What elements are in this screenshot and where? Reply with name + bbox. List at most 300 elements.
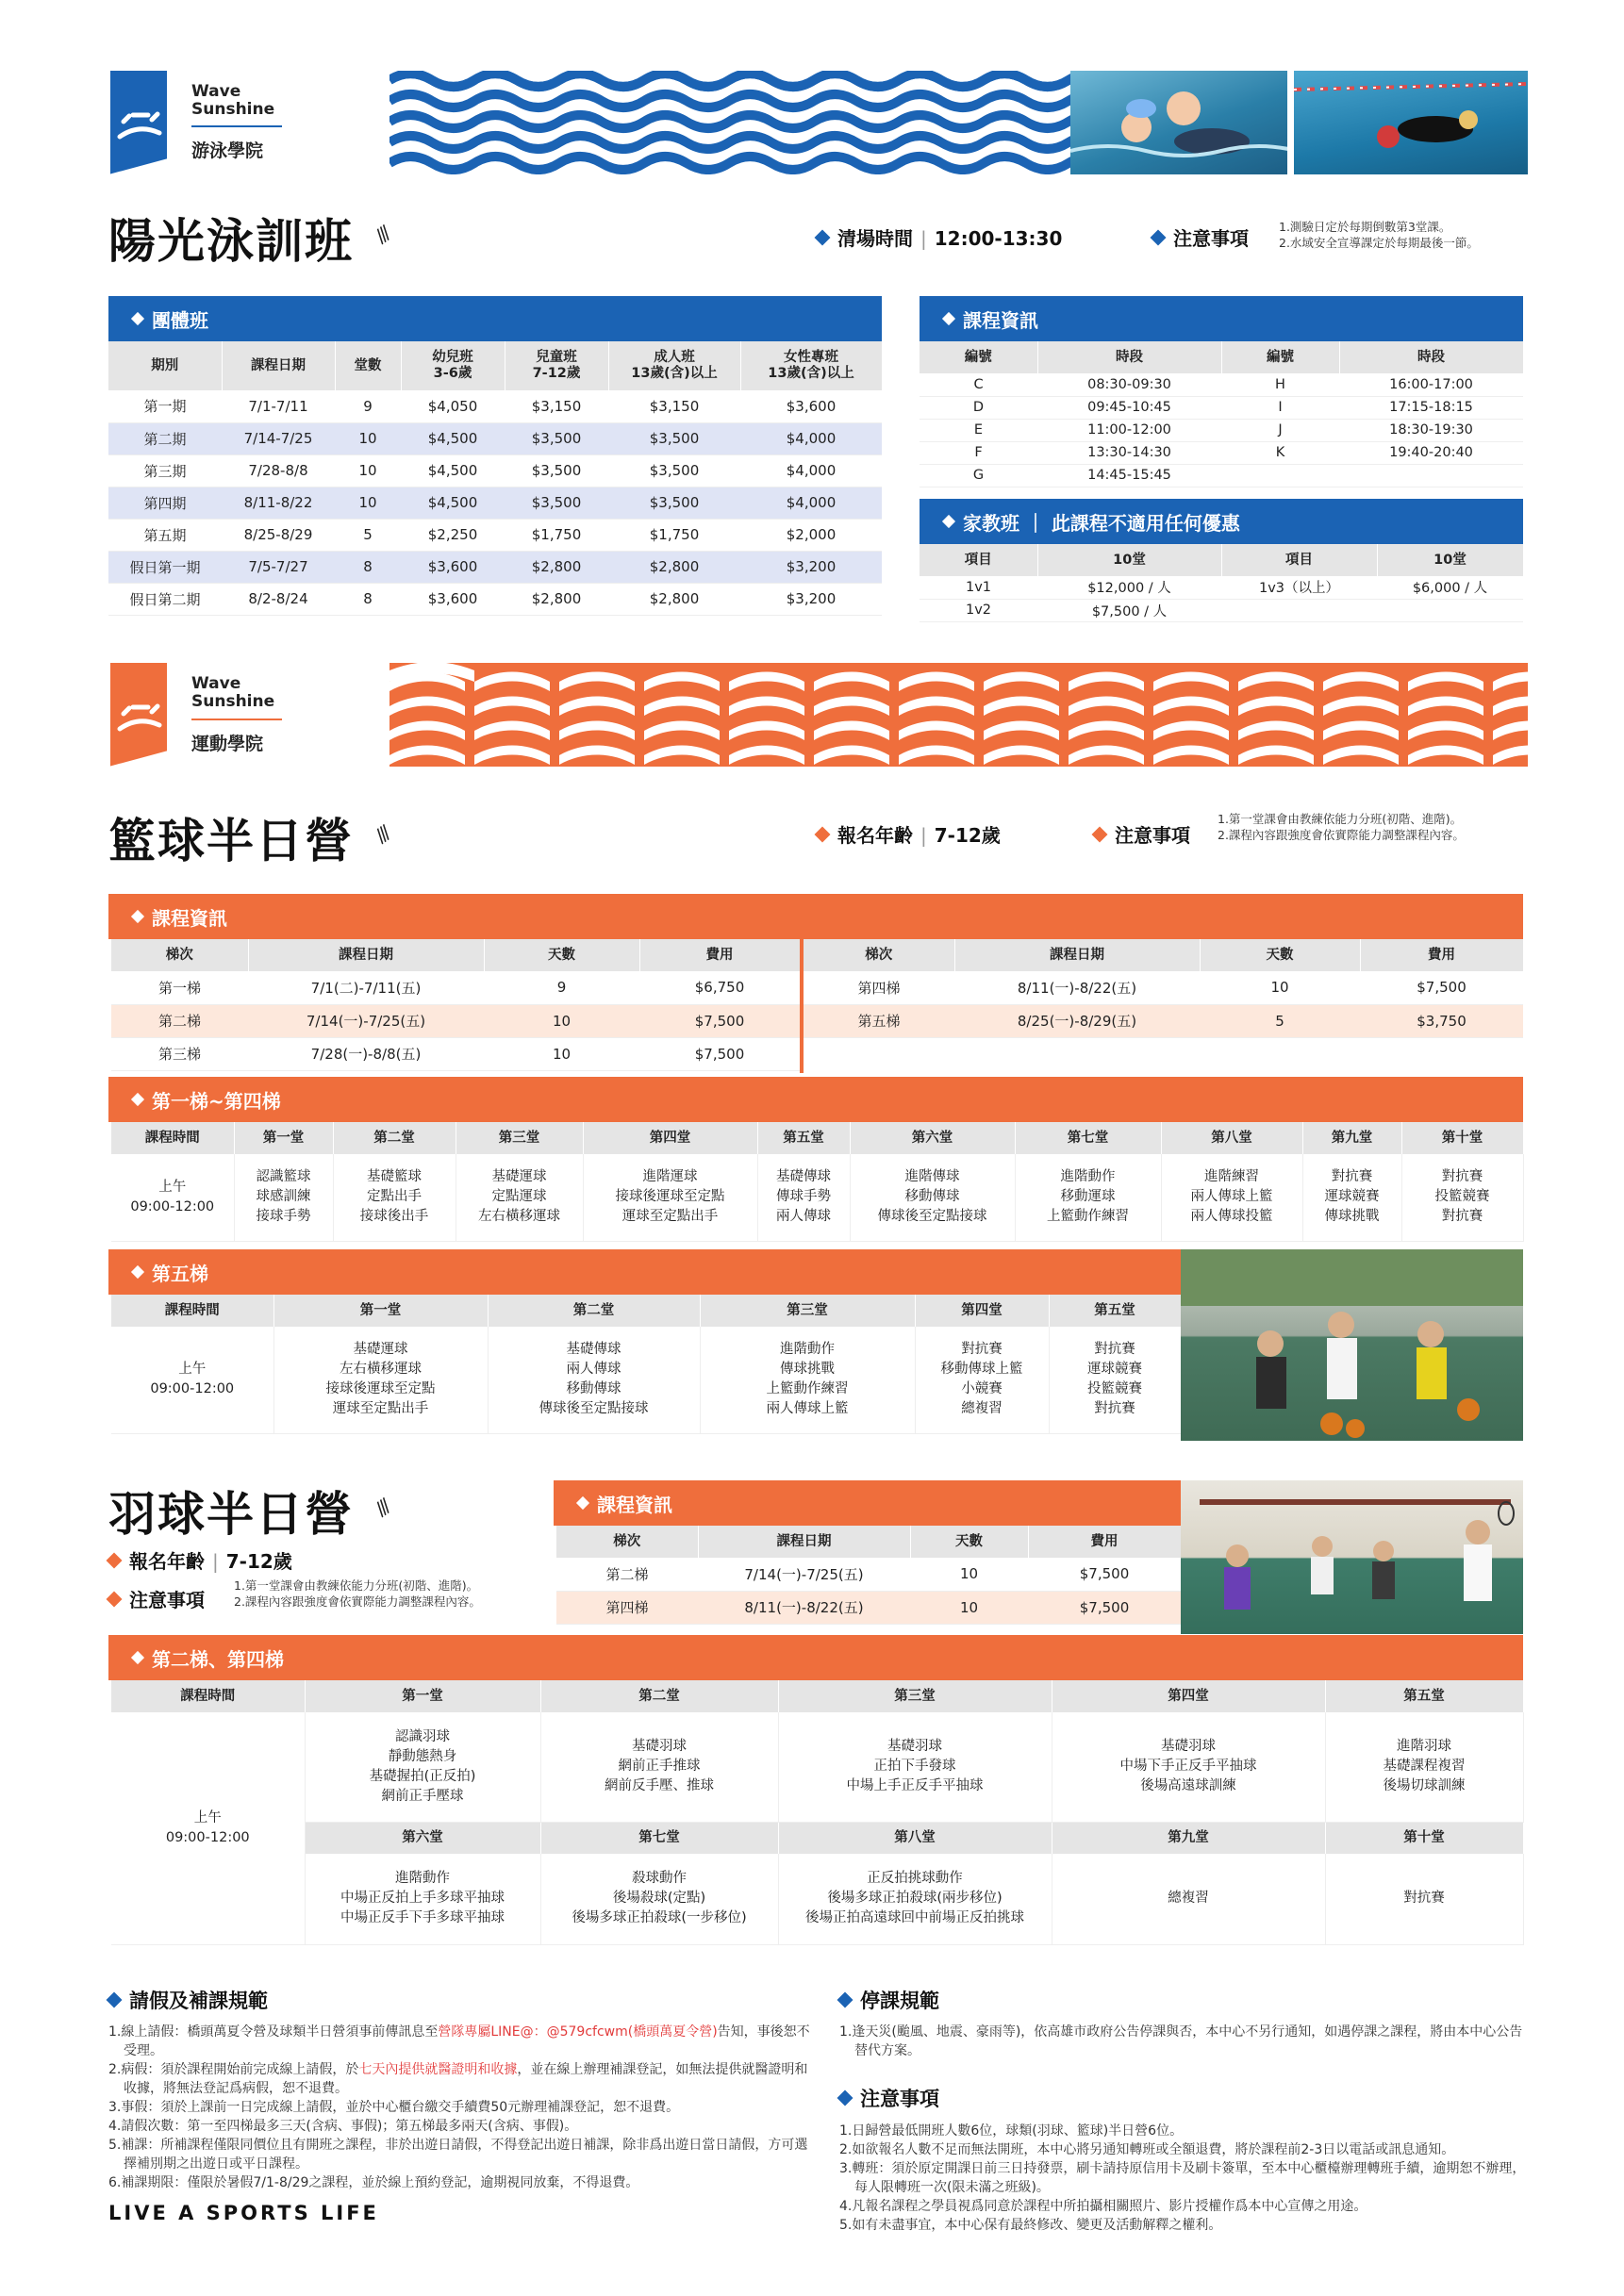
- notice-rule-item: 5.如有未盡事宜，本中心保有最終修改、變更及活動解釋之權利。: [839, 2218, 1222, 2233]
- table-cell: 8/11(一)-8/22(五): [698, 1591, 910, 1624]
- table-row: [111, 1822, 1523, 1854]
- course-cell: 基礎運球 左右橫移運球 接球後運球至定點 運球至定點出手: [273, 1327, 488, 1433]
- table-cell: $3,150: [505, 390, 608, 422]
- suspend-rules-list: 1.逢天災(颱風、地震、豪雨等)，依高雄市政府公告停課與否，本中心不另行通知，如遇停課之課程，將由本中心公告替代方案。: [839, 2024, 1523, 2058]
- table-cell: 8/11(一)-8/22(五): [954, 971, 1200, 1004]
- column-header: 幼兒班 3-6歲: [401, 341, 505, 390]
- column-header: 課程日期: [698, 1526, 910, 1558]
- course-cell: 進階羽球 基礎課程複習 後場切球訓練: [1325, 1712, 1523, 1822]
- table-cell: 第二梯: [556, 1558, 698, 1591]
- course-cell: 殺球動作 後場殺球(定點) 後場多球正拍殺球(一步移位): [540, 1854, 778, 1944]
- course-cell: 對抗賽 移動傳球上籃 小競賽 總複習: [915, 1327, 1049, 1433]
- basketball-notices: 1.第一堂課會由教練依能力分班(初階、進階)。 2.課程內容跟強度會依實際能力調整課程內容。: [1218, 812, 1465, 842]
- schedule-bar: 課程資訊: [920, 296, 1523, 341]
- badminton-photo: [1181, 1480, 1523, 1634]
- table-cell: 假日第二期: [108, 583, 222, 615]
- table-cell: 第三期: [108, 454, 222, 487]
- diamond-icon: [576, 1496, 589, 1510]
- column-header: 天數: [484, 939, 639, 971]
- brand-divider: [191, 125, 282, 127]
- course-cell: 基礎運球 定點運球 左右橫移運球: [456, 1154, 583, 1241]
- schedule-table: [920, 341, 1524, 487]
- rule-text: 6.補課期限：僅限於暑假7/1-8/29之課程，並於線上預約登記，逾期視同放棄，不得退費。: [108, 2175, 639, 2190]
- column-header: 堂數: [335, 341, 401, 390]
- course-cell: 認識羽球 靜動態熱身 基礎握拍(正反拍) 網前正手壓球: [305, 1712, 540, 1822]
- table-cell: 8: [335, 583, 401, 615]
- diamond-icon: [815, 230, 831, 246]
- column-header: 費用: [1360, 939, 1523, 971]
- table-cell: 19:40-20:40: [1339, 441, 1523, 464]
- wave-pattern-banner: [389, 71, 1070, 174]
- table-cell: 第四梯: [556, 1591, 698, 1624]
- leave-rule-item: [108, 2136, 819, 2173]
- rule-text: 3.事假：須於上課前一日完成線上請假，並於中心櫃台繳交手續費50元辦理補課登記，恕不退費。: [108, 2100, 680, 2115]
- column-header: 第三堂: [456, 1122, 583, 1154]
- diamond-icon: [942, 312, 955, 325]
- rule-text: ，並在線上辦理補課登記，如無法提供就醫證明和收據，將無法登記爲病假，恕不退費。: [124, 2062, 808, 2096]
- table-cell: 7/14(一)-7/25(五): [248, 1004, 484, 1037]
- rule-text: 1.線上請假：橋頭萬夏令營及球類半日營須事前傳訊息至: [108, 2024, 439, 2040]
- column-header: 第五堂: [757, 1122, 850, 1154]
- table-cell: 7/1(二)-7/11(五): [248, 971, 484, 1004]
- column-header: 第九堂: [1302, 1122, 1401, 1154]
- course-cell: 對抗賽 投籃競賽 對抗賽: [1401, 1154, 1523, 1241]
- column-header: 第五堂: [1325, 1680, 1523, 1712]
- table-row: [111, 971, 800, 1004]
- table-cell: 7/28-8/8: [222, 454, 335, 487]
- table-cell: 1v1: [920, 576, 1037, 599]
- diamond-icon: [1092, 827, 1108, 843]
- table-cell: 08:30-09:30: [1037, 373, 1221, 396]
- leave-rule-item: [108, 2173, 819, 2192]
- column-header: 第一堂: [273, 1295, 488, 1327]
- column-header: 第十堂: [1401, 1122, 1523, 1154]
- table-row: [920, 464, 1523, 487]
- table-cell: 第一梯: [111, 971, 248, 1004]
- course-cell: 正反拍挑球動作 後場多球正拍殺球(兩步移位) 後場正拍高遠球回中前場正反拍挑球: [778, 1854, 1052, 1944]
- column-header: 費用: [639, 939, 800, 971]
- table-cell: $4,050: [401, 390, 505, 422]
- table-cell: $3,500: [608, 422, 740, 454]
- table-row: [111, 1037, 800, 1070]
- table-cell: 11:00-12:00: [1037, 419, 1221, 441]
- table-cell: 8/11-8/22: [222, 487, 335, 519]
- diamond-icon: [131, 1265, 144, 1279]
- orange-wave-banner: [389, 663, 1528, 767]
- table-row: [804, 1004, 1523, 1037]
- table-cell: $4,000: [740, 454, 882, 487]
- column-header: 第三堂: [778, 1680, 1052, 1712]
- table-cell: 10: [335, 422, 401, 454]
- table-cell: 10: [335, 487, 401, 519]
- swim-title: 陽光泳訓班: [108, 214, 354, 269]
- column-header: 第四堂: [915, 1295, 1049, 1327]
- column-header: 第二堂: [488, 1295, 700, 1327]
- notice-rules-title: 注意事項: [839, 2084, 939, 2112]
- course-time: 上午 09:00-12:00: [111, 1712, 305, 1944]
- column-header: 第五堂: [1049, 1295, 1181, 1327]
- table-cell: 16:00-17:00: [1339, 373, 1523, 396]
- table-row: [556, 1558, 1181, 1591]
- column-header: 第七堂: [1015, 1122, 1161, 1154]
- course-cell: 進階動作 中場正反拍上手多球平抽球 中場正反手下手多球平抽球: [305, 1854, 540, 1944]
- notice-rule-item: 2.如欲報名人數不足而無法開班，本中心將另通知轉班或全額退費，將於課程前2-3日以電話或訊息通知。: [839, 2142, 1455, 2157]
- table-row: [111, 1004, 800, 1037]
- table-cell: H: [1221, 373, 1339, 396]
- slash-deco-icon: ///: [371, 821, 393, 848]
- diamond-icon: [107, 1553, 123, 1569]
- swim-notices: 1.測驗日定於每期倒數第3堂課。 2.水域安全宣導課定於每期最後一節。: [1279, 220, 1479, 250]
- table-cell: 5: [1200, 1004, 1360, 1037]
- column-header: 第八堂: [778, 1822, 1052, 1854]
- table-cell: 5: [335, 519, 401, 551]
- table-row: [108, 519, 882, 551]
- table-cell: C: [920, 373, 1037, 396]
- table-cell: [1221, 599, 1377, 621]
- column-header: 第三堂: [700, 1295, 915, 1327]
- table-cell: $6,750: [639, 971, 800, 1004]
- swim-brand-name: Wave Sunshine: [191, 82, 275, 119]
- table-cell: 10: [335, 454, 401, 487]
- column-header: 課程時間: [111, 1680, 305, 1712]
- diamond-icon: [131, 910, 144, 923]
- course-cell: 基礎傳球 傳球手勢 兩人傳球: [757, 1154, 850, 1241]
- leave-rules-title: 請假及補課規範: [108, 1986, 268, 2014]
- slash-deco-icon: ///: [371, 222, 393, 248]
- rule-text: 5.補課：所補課程僅限同價位且有開班之課程，非於出遊日請假，不得登記出遊日補課，除非爲出遊日當日請假，方可選擇補別期之出遊日或平日課程。: [108, 2138, 808, 2172]
- table-cell: 09:45-10:45: [1037, 396, 1221, 419]
- table-cell: [1339, 464, 1523, 487]
- rule-text: 2.病假：須於課程開始前完成線上請假，於: [108, 2062, 359, 2077]
- table-cell: 假日第一期: [108, 551, 222, 583]
- column-header: 課程日期: [248, 939, 484, 971]
- table-row: [804, 971, 1523, 1004]
- column-header: 成人班 13歲(含)以上: [608, 341, 740, 390]
- column-header: 第七堂: [540, 1822, 778, 1854]
- column-header: 第十堂: [1325, 1822, 1523, 1854]
- table-cell: 10: [910, 1558, 1028, 1591]
- table-cell: 1v3（以上）: [1221, 576, 1377, 599]
- table-cell: $3,600: [401, 551, 505, 583]
- column-header: 第六堂: [850, 1122, 1015, 1154]
- leave-rule-item: [108, 2117, 819, 2136]
- table-cell: $3,500: [608, 487, 740, 519]
- sports-brand-sub: 運動學院: [191, 734, 264, 754]
- column-header: 第一堂: [234, 1122, 333, 1154]
- column-header: 天數: [910, 1526, 1028, 1558]
- table-cell: $12,000 / 人: [1037, 576, 1221, 599]
- table-cell: 1v2: [920, 599, 1037, 621]
- course-cell: 基礎羽球 中場下手正反手平抽球 後場高遠球訓練: [1052, 1712, 1325, 1822]
- table-cell: $3,500: [608, 454, 740, 487]
- swim-notice-label: 注意事項: [1152, 223, 1249, 251]
- table-cell: 7/14(一)-7/25(五): [698, 1558, 910, 1591]
- badminton-age: 報名年齡 | 7-12歲: [108, 1546, 292, 1574]
- table-cell: $2,800: [505, 583, 608, 615]
- basketball-info-bar: 課程資訊: [108, 894, 1523, 939]
- swim-photo-2: [1294, 71, 1528, 174]
- table-cell: 第二期: [108, 422, 222, 454]
- table-row: [920, 576, 1523, 599]
- brand-divider: [191, 719, 282, 720]
- diamond-icon: [942, 515, 955, 528]
- course-cell: 進階運球 接球後運球至定點 運球至定點出手: [583, 1154, 757, 1241]
- table-row: [556, 1591, 1181, 1624]
- sports-brand-name: Wave Sunshine: [191, 674, 275, 711]
- table-cell: [1221, 464, 1339, 487]
- table-cell: $4,000: [740, 487, 882, 519]
- basketball-title: 籃球半日營: [108, 814, 354, 868]
- course-cell: 總複習: [1052, 1854, 1325, 1944]
- table-cell: $3,500: [505, 454, 608, 487]
- suspend-rules-title: 停課規範: [839, 1986, 939, 2014]
- leave-rule-item: [108, 2060, 819, 2098]
- table-cell: 8/2-8/24: [222, 583, 335, 615]
- table-row: [108, 422, 882, 454]
- column-header: 編號: [1221, 341, 1339, 373]
- group-class-bar: 團體班: [108, 296, 882, 341]
- column-header: 第二堂: [540, 1680, 778, 1712]
- table-cell: $3,750: [1360, 1004, 1523, 1037]
- badminton-notices: 1.第一堂課會由教練依能力分班(初階、進階)。 2.課程內容跟強度會依實際能力調整課程內容。: [234, 1578, 481, 1609]
- table-row: [108, 487, 882, 519]
- rule-highlight: 七天內提供就醫證明和收據: [358, 2062, 518, 2077]
- column-header: 第一堂: [305, 1680, 540, 1712]
- table-cell: $6,000 / 人: [1377, 576, 1523, 599]
- notice-rule-item: 1.日歸營最低開班人數6位，球類(羽球、籃球)半日營6位。: [839, 2123, 1184, 2139]
- table-cell: 10: [910, 1591, 1028, 1624]
- table-cell: 第四期: [108, 487, 222, 519]
- column-header: 時段: [1037, 341, 1221, 373]
- group-class-table: [108, 341, 883, 616]
- table-cell: 18:30-19:30: [1339, 419, 1523, 441]
- basketball-c14-bar: 第一梯~第四梯: [108, 1077, 1523, 1122]
- table-cell: $3,500: [505, 422, 608, 454]
- table-cell: $7,500: [639, 1037, 800, 1070]
- table-cell: 14:45-15:45: [1037, 464, 1221, 487]
- column-header: 兒童班 7-12歲: [505, 341, 608, 390]
- rule-text: 告知，事後恕不受理。: [124, 2024, 810, 2058]
- basketball-notice-label: 注意事項: [1094, 820, 1190, 848]
- basketball-c14-table: [111, 1122, 1524, 1242]
- private-class-table: [920, 544, 1524, 622]
- table-cell: 8/25(一)-8/29(五): [954, 1004, 1200, 1037]
- table-cell: 7/5-7/27: [222, 551, 335, 583]
- diamond-icon: [837, 2090, 853, 2106]
- table-cell: D: [920, 396, 1037, 419]
- diamond-icon: [131, 312, 144, 325]
- course-cell: 對抗賽: [1325, 1854, 1523, 1944]
- table-row: [111, 1680, 1523, 1712]
- table-cell: I: [1221, 396, 1339, 419]
- column-header: 課程日期: [222, 341, 335, 390]
- table-cell: $3,150: [608, 390, 740, 422]
- table-cell: $4,500: [401, 422, 505, 454]
- table-cell: 10: [484, 1004, 639, 1037]
- table-cell: $1,750: [505, 519, 608, 551]
- leave-rule-item: [108, 2098, 819, 2117]
- table-row: [108, 390, 882, 422]
- table-row: [108, 583, 882, 615]
- table-row: [920, 419, 1523, 441]
- table-cell: 第一期: [108, 390, 222, 422]
- table-cell: $3,200: [740, 583, 882, 615]
- column-header: 項目: [920, 544, 1037, 576]
- table-cell: 10: [484, 1037, 639, 1070]
- diamond-icon: [107, 1592, 123, 1608]
- table-cell: $4,500: [401, 487, 505, 519]
- course-cell: 進階練習 兩人傳球上籃 兩人傳球投籃: [1161, 1154, 1302, 1241]
- table-cell: J: [1221, 419, 1339, 441]
- table-row: [111, 1854, 1523, 1944]
- badminton-course-bar: 第二梯、第四梯: [108, 1635, 1523, 1680]
- diamond-icon: [107, 1992, 123, 2008]
- column-header: 費用: [1028, 1526, 1181, 1558]
- swim-brand-sub: 游泳學院: [191, 140, 264, 161]
- column-header: 第九堂: [1052, 1822, 1325, 1854]
- table-row: [920, 396, 1523, 419]
- course-cell: 對抗賽 運球競賽 投籃競賽 對抗賽: [1049, 1327, 1181, 1433]
- badminton-info-table: [556, 1526, 1182, 1625]
- wave-logo-icon: [110, 71, 167, 156]
- column-header: 第八堂: [1161, 1122, 1302, 1154]
- table-cell: $3,500: [505, 487, 608, 519]
- slash-deco-icon: ///: [371, 1495, 393, 1521]
- sports-logo-mark: [110, 663, 167, 767]
- notice-rule-item: 3.轉班：須於原定開課日前三日持發票，刷卡請持原信用卡及刷卡簽單，至本中心櫃檯辦理轉班手續，逾期恕不辦理，每人限轉班一次(限未滿之班級)。: [839, 2161, 1526, 2195]
- table-row: [111, 1712, 1523, 1822]
- course-cell: 基礎羽球 正拍下手發球 中場上手正反手平抽球: [778, 1712, 1052, 1822]
- table-cell: $4,500: [401, 454, 505, 487]
- table-row: [108, 454, 882, 487]
- course-cell: 進階傳球 移動傳球 傳球後至定點接球: [850, 1154, 1015, 1241]
- course-cell: 認識籃球 球感訓練 接球手勢: [234, 1154, 333, 1241]
- table-cell: 9: [335, 390, 401, 422]
- table-cell: $4,000: [740, 422, 882, 454]
- column-header: 編號: [920, 341, 1037, 373]
- table-cell: 7/14-7/25: [222, 422, 335, 454]
- column-header: 課程時間: [111, 1122, 234, 1154]
- table-cell: $3,600: [740, 390, 882, 422]
- table-cell: F: [920, 441, 1037, 464]
- basketball-c5-bar: 第五梯: [108, 1249, 1181, 1295]
- diamond-icon: [131, 1651, 144, 1664]
- column-header: 梯次: [804, 939, 954, 971]
- column-header: 第四堂: [583, 1122, 757, 1154]
- table-cell: 8: [335, 551, 401, 583]
- table-cell: $2,800: [608, 583, 740, 615]
- column-header: 期別: [108, 341, 222, 390]
- basketball-info-table-left: [111, 939, 801, 1071]
- column-header: 天數: [1200, 939, 1360, 971]
- table-cell: $7,500 / 人: [1037, 599, 1221, 621]
- wave-logo-icon: [110, 663, 167, 748]
- swim-logo-mark: [110, 71, 167, 174]
- swim-clear-time: 清場時間 | 12:00-13:30: [817, 223, 1062, 251]
- table-cell: 17:15-18:15: [1339, 396, 1523, 419]
- table-cell: G: [920, 464, 1037, 487]
- footer-slogan: LIVE A SPORTS LIFE: [108, 2202, 379, 2224]
- table-cell: 第五梯: [804, 1004, 954, 1037]
- diamond-icon: [1151, 230, 1167, 246]
- rule-text: 4.請假次數：第一至四梯最多三天(含病、事假)；第五梯最多兩天(含病、事假)。: [108, 2119, 578, 2134]
- swim-photo-1: [1070, 71, 1287, 174]
- table-cell: 第四梯: [804, 971, 954, 1004]
- table-cell: 7/1-7/11: [222, 390, 335, 422]
- table-cell: $2,800: [505, 551, 608, 583]
- column-header: 梯次: [556, 1526, 698, 1558]
- column-header: 10堂: [1037, 544, 1221, 576]
- table-cell: 7/28(一)-8/8(五): [248, 1037, 484, 1070]
- column-header: 項目: [1221, 544, 1377, 576]
- column-header: 第二堂: [333, 1122, 456, 1154]
- course-cell: 基礎籃球 定點出手 接球後出手: [333, 1154, 456, 1241]
- table-row: [920, 599, 1523, 621]
- table-row: [920, 373, 1523, 396]
- table-cell: 第二梯: [111, 1004, 248, 1037]
- column-header: 女性專班 13歲(含)以上: [740, 341, 882, 390]
- table-cell: 第三梯: [111, 1037, 248, 1070]
- column-header: 課程時間: [111, 1295, 273, 1327]
- table-cell: 9: [484, 971, 639, 1004]
- course-time: 上午 09:00-12:00: [111, 1327, 273, 1433]
- private-class-bar: 家教班 ｜ 此課程不適用任何優惠: [920, 499, 1523, 544]
- table-cell: $3,200: [740, 551, 882, 583]
- diamond-icon: [815, 827, 831, 843]
- table-row: [920, 441, 1523, 464]
- table-cell: K: [1221, 441, 1339, 464]
- table-row: [111, 1327, 1181, 1433]
- table-cell: [1377, 599, 1523, 621]
- table-cell: 第五期: [108, 519, 222, 551]
- notice-rule-item: 4.凡報名課程之學員視爲同意於課程中所拍攝相關照片、影片授權作爲本中心宣傳之用途。: [839, 2199, 1367, 2214]
- basketball-info-table-right: [804, 939, 1524, 1038]
- table-row: [111, 1154, 1523, 1241]
- course-cell: 對抗賽 運球競賽 傳球挑戰: [1302, 1154, 1401, 1241]
- badminton-title: 羽球半日營: [108, 1487, 354, 1542]
- leave-rule-item: [108, 2023, 819, 2060]
- table-cell: E: [920, 419, 1037, 441]
- rule-highlight: 營隊專屬LINE@：@579cfcwm(橋頭萬夏令營): [438, 2024, 718, 2040]
- table-cell: $7,500: [1360, 971, 1523, 1004]
- notice-rules-list: [839, 2122, 1526, 2235]
- leave-rules-list: [108, 2023, 819, 2192]
- column-header: 第四堂: [1052, 1680, 1325, 1712]
- basketball-photo: [1181, 1249, 1523, 1441]
- badminton-notice-label: 注意事項: [108, 1585, 205, 1612]
- course-time: 上午 09:00-12:00: [111, 1154, 234, 1241]
- diamond-icon: [131, 1093, 144, 1106]
- table-cell: $2,800: [608, 551, 740, 583]
- table-cell: $3,600: [401, 583, 505, 615]
- badminton-course-table: [111, 1680, 1524, 1945]
- table-cell: $7,500: [1028, 1558, 1181, 1591]
- table-row: [108, 551, 882, 583]
- table-cell: $7,500: [639, 1004, 800, 1037]
- diamond-icon: [837, 1992, 853, 2008]
- column-header: 第六堂: [305, 1822, 540, 1854]
- column-header: 10堂: [1377, 544, 1523, 576]
- table-cell: $2,250: [401, 519, 505, 551]
- course-cell: 基礎羽球 網前正手推球 網前反手壓、推球: [540, 1712, 778, 1822]
- basketball-age: 報名年齡 | 7-12歲: [817, 820, 1001, 848]
- course-cell: 進階動作 傳球挑戰 上籃動作練習 兩人傳球上籃: [700, 1327, 915, 1433]
- table-cell: $7,500: [1028, 1591, 1181, 1624]
- course-cell: 基礎傳球 兩人傳球 移動傳球 傳球後至定點接球: [488, 1327, 700, 1433]
- column-header: 梯次: [111, 939, 248, 971]
- course-cell: 進階動作 移動運球 上籃動作練習: [1015, 1154, 1161, 1241]
- column-header: 時段: [1339, 341, 1523, 373]
